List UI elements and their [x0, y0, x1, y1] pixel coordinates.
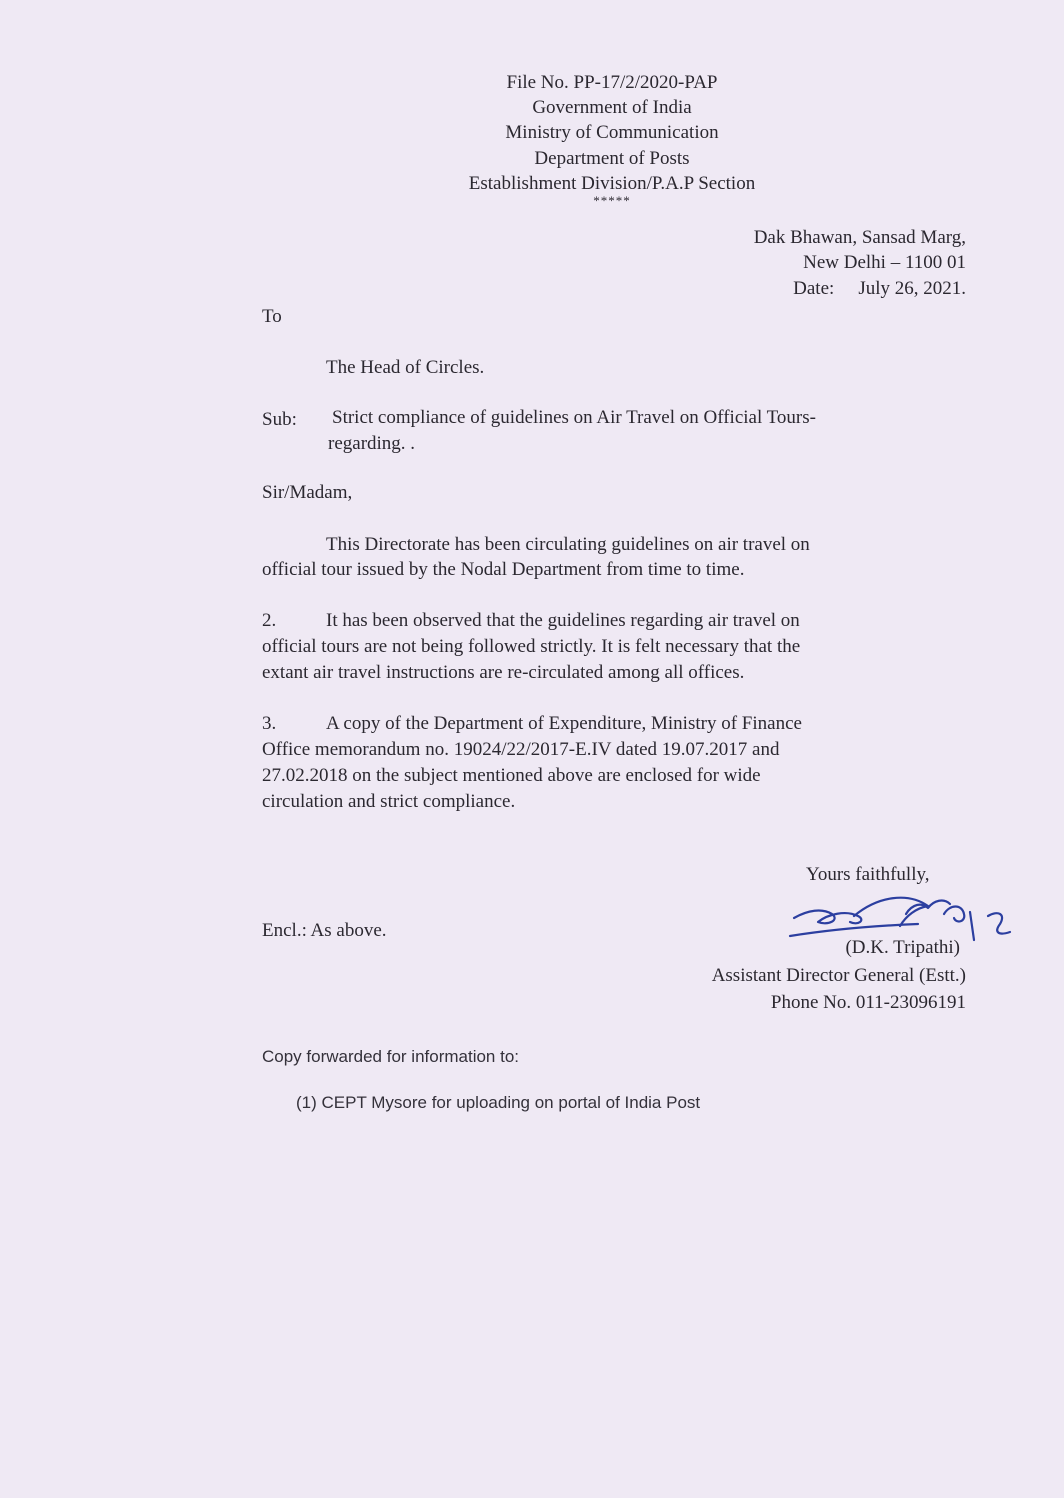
signatory-phone: Phone No. 011-23096191 [770, 992, 966, 1013]
department-line: Department of Posts [534, 148, 690, 169]
subject-label: Sub: [262, 409, 297, 430]
paragraph-3-line-4: circulation and strict compliance. [262, 791, 516, 812]
signatory-designation: Assistant Director General (Estt.) [711, 965, 966, 986]
copy-item-1: (1) CEPT Mysore for uploading on portal of India Post [296, 1093, 701, 1112]
ministry-line: Ministry of Communication [505, 122, 719, 143]
paragraph-2-line-3: extant air travel instructions are re-circulated among all offices. [262, 662, 745, 683]
division-line: Establishment Division/P.A.P Section [468, 173, 756, 194]
paragraph-3-line-1: A copy of the Department of Expenditure, Ministry of Finance [326, 713, 802, 734]
recipient-name: The Head of Circles. [326, 357, 485, 378]
to-label: To [262, 306, 282, 327]
paragraph-3-number: 3. [262, 713, 277, 734]
government-line: Government of India [532, 97, 692, 118]
paragraph-3-line-2: Office memorandum no. 19024/22/2017-E.IV dated 19.07.2017 and [262, 739, 780, 760]
date-label: Date: [793, 278, 835, 299]
paragraph-2-line-1: It has been observed that the guidelines regarding air travel on [326, 610, 800, 631]
paragraph-2-number: 2. [262, 610, 277, 631]
copy-forwarded-heading: Copy forwarded for information to: [262, 1047, 520, 1066]
paragraph-1-line-1: This Directorate has been circulating guidelines on air travel on [326, 534, 810, 555]
paragraph-2-line-2: official tours are not being followed strictly. It is felt necessary that the [262, 636, 801, 657]
address-line-1: Dak Bhawan, Sansad Marg, [753, 227, 966, 248]
closing-yours-faithfully: Yours faithfully, [806, 864, 930, 885]
date-line [793, 276, 966, 301]
address-line-2: New Delhi – 1100 01 [803, 252, 966, 273]
subject-line-2: regarding. . [328, 433, 416, 454]
date-value: July 26, 2021. [858, 278, 966, 299]
header-separator: ***** [593, 193, 631, 208]
subject-line-1: Strict compliance of guidelines on Air Travel on Official Tours- [332, 407, 816, 428]
salutation: Sir/Madam, [262, 482, 353, 503]
paragraph-3-line-3: 27.02.2018 on the subject mentioned above are enclosed for wide [262, 765, 761, 786]
enclosure-note: Encl.: As above. [262, 920, 387, 941]
paragraph-1-line-2: official tour issued by the Nodal Department from time to time. [262, 559, 745, 580]
signatory-name: (D.K. Tripathi) [845, 937, 960, 958]
file-number: File No. PP-17/2/2020-PAP [506, 72, 718, 93]
